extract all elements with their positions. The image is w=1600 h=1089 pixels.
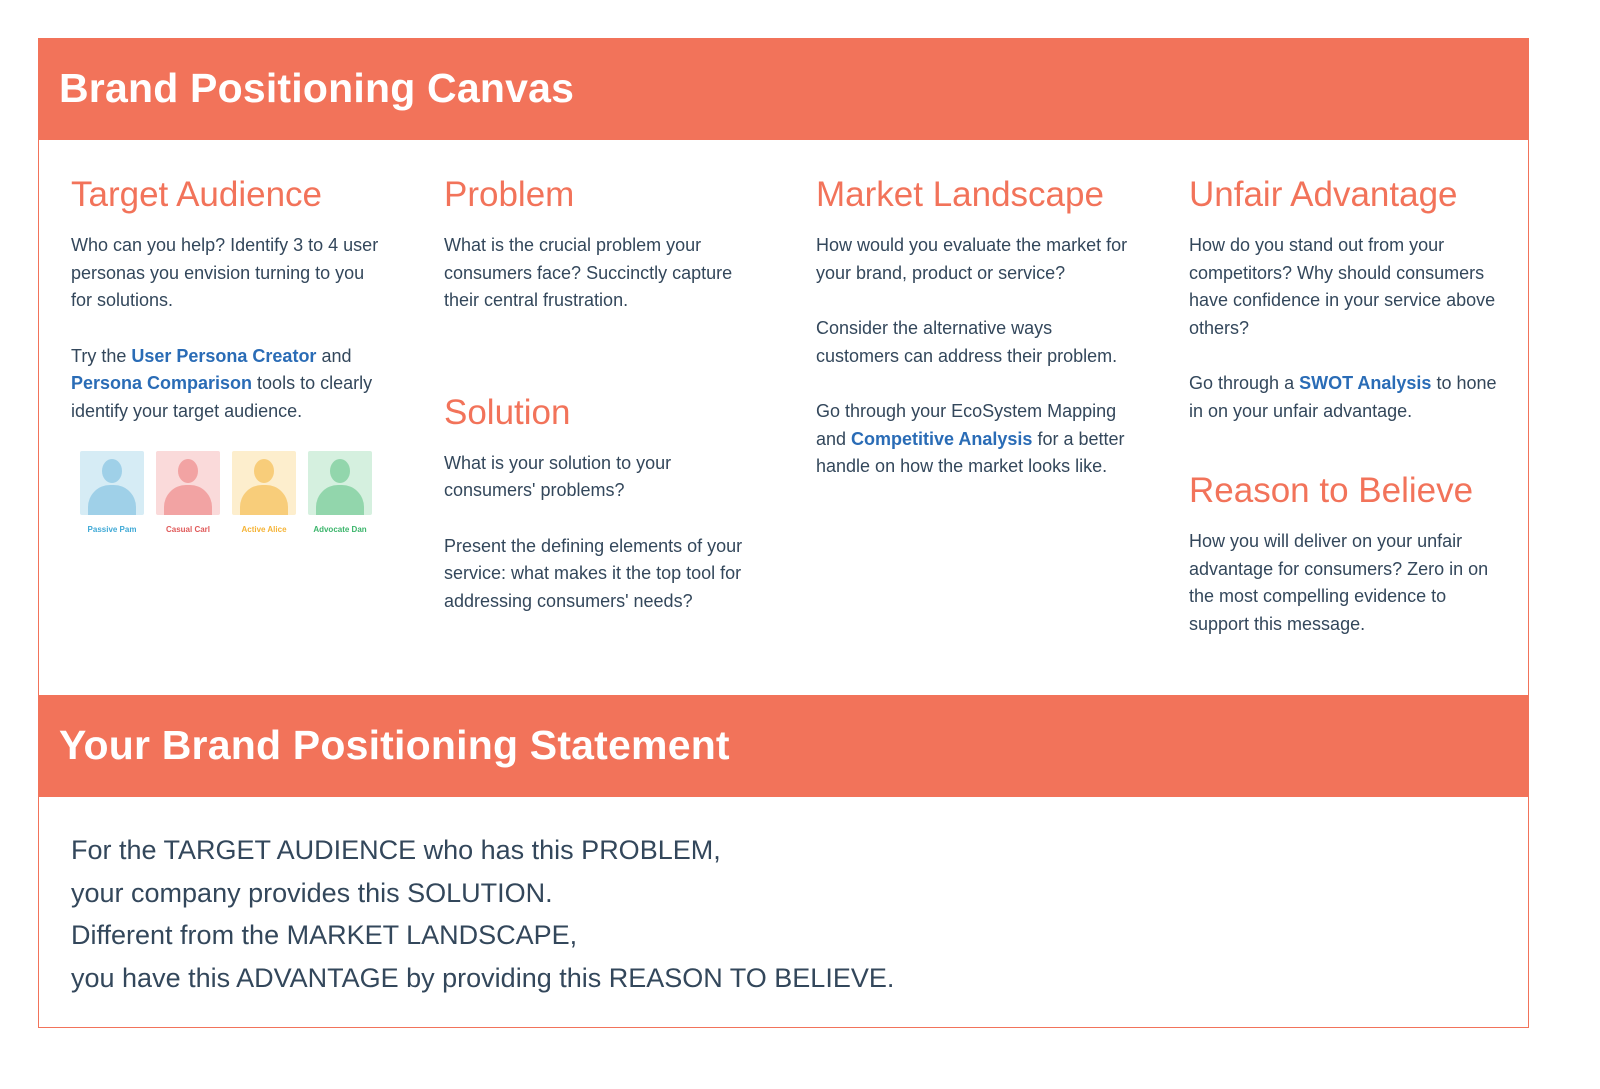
persona-name: Casual Carl <box>165 525 211 534</box>
market-tools-text <box>816 398 1131 481</box>
statement-line: For the TARGET AUDIENCE who has this PROBLEM, <box>71 835 721 865</box>
target-audience-tools-text <box>71 343 386 426</box>
positioning-statement <box>71 829 894 999</box>
persona-card <box>229 451 299 534</box>
target-audience-description: Who can you help? Identify 3 to 4 user personas you envision turning to you for solutions. <box>71 235 379 310</box>
target-audience-section <box>71 175 386 534</box>
brand-positioning-canvas <box>38 38 1529 1028</box>
unfair-advantage-description: How do you stand out from your competitors? Why should consumers have confidence in your service above others? <box>1189 235 1496 338</box>
target-audience-heading: Target Audience <box>71 175 323 214</box>
person-icon <box>308 451 372 515</box>
text-fragment: Go through your EcoSystem Mapping and <box>816 401 1117 449</box>
problem-description: What is the crucial problem your consumers face? Succinctly capture their central frustration. <box>444 235 733 310</box>
person-icon <box>80 451 144 515</box>
user-persona-creator-link[interactable]: User Persona Creator <box>131 345 317 366</box>
market-landscape-description: How would you evaluate the market for your brand, product or service? <box>816 235 1128 283</box>
text-fragment: Try the <box>71 345 132 366</box>
solution-description: What is your solution to your consumers' problems? <box>444 452 672 500</box>
market-alternatives-text: Consider the alternative ways customers can address their problem. <box>816 318 1118 366</box>
problem-solution-section <box>444 175 759 643</box>
reason-to-believe-description: How you will deliver on your unfair advantage for consumers? Zero in on the most compelling evidence to support this message. <box>1189 531 1489 634</box>
market-landscape-section <box>816 175 1131 509</box>
person-icon <box>232 451 296 515</box>
statement-line: you have this ADVANTAGE by providing this REASON TO BELIEVE. <box>71 962 895 993</box>
text-fragment: tools to clearly identify your target audience. <box>71 373 373 421</box>
persona-card <box>77 451 147 534</box>
swot-analysis-link[interactable]: SWOT Analysis <box>1299 373 1432 393</box>
persona-name: Active Alice <box>241 525 287 534</box>
persona-name: Advocate Dan <box>313 525 367 534</box>
persona-comparison-link[interactable]: Persona Comparison <box>71 373 253 393</box>
statement-title: Your Brand Positioning Statement <box>39 695 1528 797</box>
spacer <box>1189 453 1504 471</box>
market-landscape-heading: Market Landscape <box>816 175 1104 214</box>
unfair-advantage-tools-text <box>1189 370 1504 425</box>
persona-card <box>305 451 375 534</box>
person-icon <box>156 451 220 515</box>
text-fragment: and <box>316 345 352 366</box>
text-fragment: for a better handle on how the market looks like. <box>816 428 1125 476</box>
spacer <box>444 343 759 393</box>
statement-line: your company provides this SOLUTION. <box>71 877 553 908</box>
solution-elements-text: Present the defining elements of your service: what makes it the top tool for addressing consumers' needs? <box>444 535 743 611</box>
statement-line: Different from the MARKET LANDSCAPE, <box>71 920 578 950</box>
solution-heading: Solution <box>444 392 571 432</box>
reason-to-believe-heading: Reason to Believe <box>1189 471 1474 510</box>
persona-illustrations <box>77 451 386 534</box>
text-fragment: to hone in on your unfair advantage. <box>1189 373 1497 421</box>
unfair-advantage-heading: Unfair Advantage <box>1189 175 1458 214</box>
persona-card <box>153 451 223 534</box>
competitive-analysis-link[interactable]: Competitive Analysis <box>851 428 1033 449</box>
problem-heading: Problem <box>444 175 575 214</box>
advantage-reason-section <box>1189 175 1504 666</box>
text-fragment: Go through a <box>1189 373 1300 393</box>
canvas-title: Brand Positioning Canvas <box>39 39 1528 140</box>
persona-name: Passive Pam <box>87 525 137 534</box>
